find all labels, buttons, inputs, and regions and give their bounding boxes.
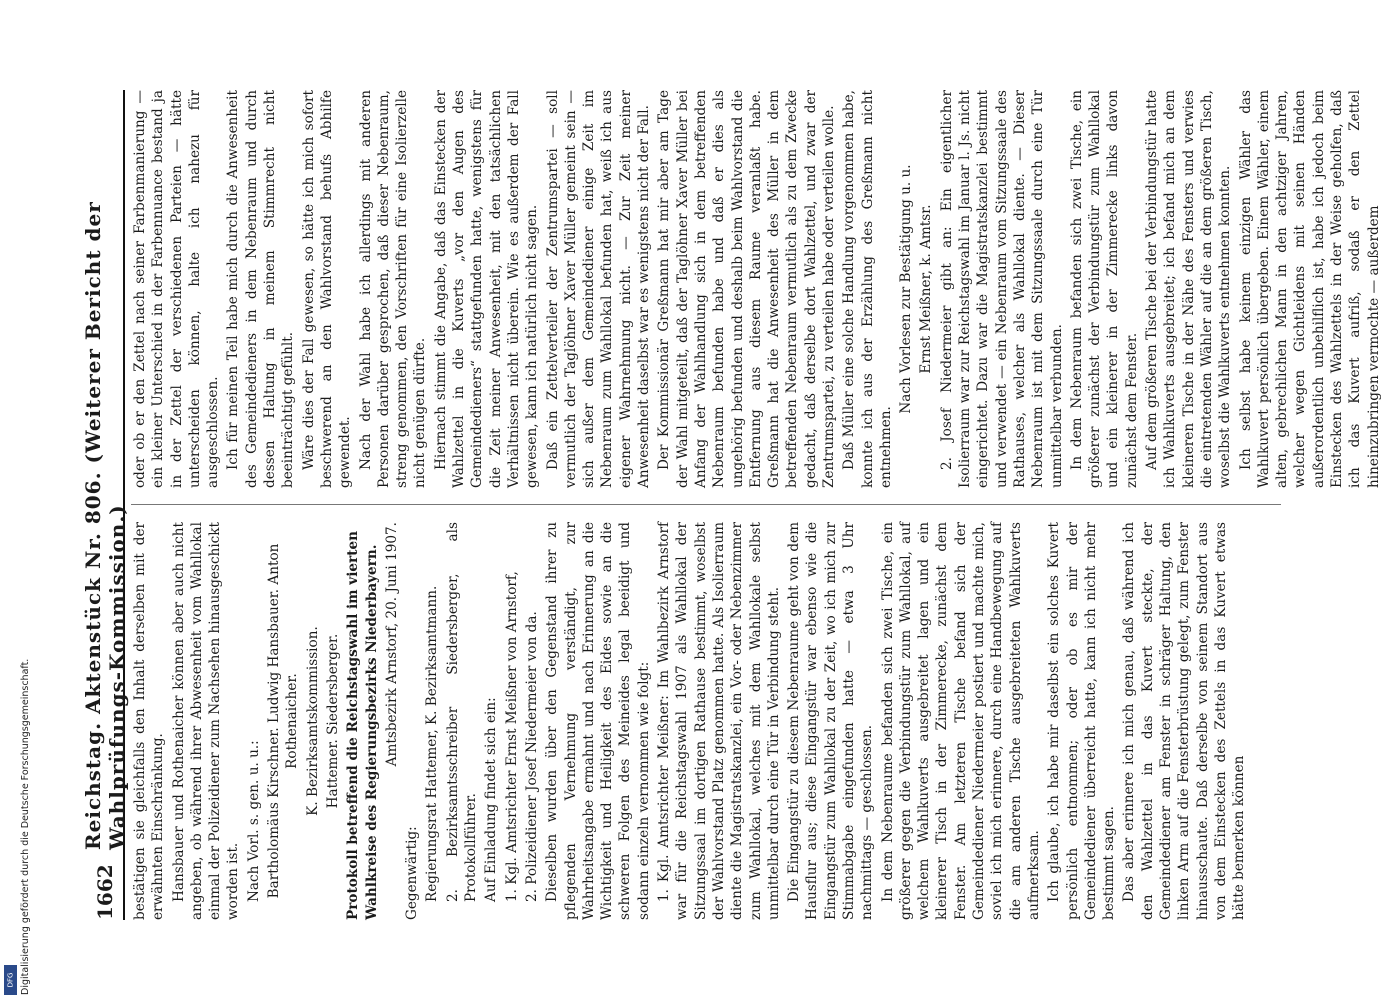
paragraph: Auf dem größeren Tische bei der Verbindungstür hatte ich Wahlkuverts ausgebreitet; ich befand mich an dem kleineren Tische in der Nähe des Fensters und verwies die eintretenden Wähler auf die an dem größeren Tisch, woselbst die Wahlkuverts entnehmen konnten. (1144, 90, 1234, 488)
page-number: 1662 (93, 864, 117, 920)
paragraph: Regierungsrat Hattemer, K. Bezirksamtmann. (424, 585, 441, 902)
paragraph: Nach Vorlesen zur Bestätigung u. u. (898, 164, 915, 414)
paragraph: Protokoll betreffend die Reichstagswahl im vierten Wahlkreise des Regierungsbezirks Niederbayern. (345, 531, 380, 920)
paragraph: Dieselben wurden über den Gegenstand ihrer zu pflegenden Vernehmung verständigt, zur Wahrheitsangabe ermahnt und nach Erinnerung an die Wichtigkeit und Heiligkeit des Eides sowie an die schweren Folgen des Meineides legal beeidigt und sodann einzeln vernommen wie folgt: (544, 522, 652, 920)
paragraph: Amtsbezirk Arnstorf, 20. Juni 1907. (383, 522, 400, 767)
paragraph: bestätigen sie gleichfalls den Inhalt derselben mit der erwähnten Einschränkung. (132, 522, 167, 920)
paragraph: Hattemer. Siedersberger. (324, 633, 341, 809)
paragraph: Die Eingangstür zu diesem Nebenraume geht von dem Hausflur aus; diese Eingangstür war ebenso wie die Eingangstür zum Wahllokal zu der Zeit, wo ich mich zur Stimmabgabe eingefunden hatte — etwa 3 Uhr nachmittags — geschlossen. (786, 522, 876, 920)
paragraph: 1. Kgl. Amtsrichter Ernst Meißner von Arnstorf, (503, 571, 520, 902)
paragraph: Ernst Meißner, k. Amtsr. (918, 204, 935, 374)
paragraph: Daß Müller eine solche Handlung vorgenommen habe, konnte ich aus der Erzählung des Greßmann nicht entnehmen. (841, 90, 894, 488)
paragraph: Auf Einladung findet sich ein: (483, 697, 500, 902)
paragraph: Nach Vorl. s. gen. u. u.: (245, 740, 262, 902)
paragraph: Ich für meinen Teil habe mich durch die Anwesenheit des Gemeindedieners in dem Nebenraum und durch dessen Haltung in meinem Stimmrecht nicht beeinträchtigt gefühlt. (225, 90, 297, 488)
dfg-logo: DFG (4, 965, 17, 995)
paragraph: Ich selbst habe keinem einzigen Wähler das Wahlkuvert persönlich übergeben. Einem Wähler, einem alten, gebrechlichen Mann in den achtziger Jahren, welcher wegen Gichtleidens mit seinen Händen außerordentlich unbehilflich ist, habe ich jedoch beim Einstecken des Wahlzettels in der Weise geholfen, daß ich das Kuvert aufriß, sodaß er den Zettel hineinzubringen vermochte — außerdem (1237, 90, 1382, 488)
paragraph: Gegenwärtig: (404, 826, 421, 920)
paragraph: Wäre dies der Fall gewesen, so hätte ich mich sofort beschwerend an den Wahlvorstand behufs Abhilfe gewendet. (300, 90, 354, 488)
paragraph: Das aber erinnere ich mich genau, daß während ich den Wahlzettel in das Kuvert steckte, der Gemeindediener am Fenster in schräger Haltung, den linken Arm auf die Fensterbrüstung gelegt, zum Fenster hinausschaute. Daß derselbe von seinem Standort aus von dem Einstecken des Zettels in das Kuvert etwas hätte bemerken können (1121, 522, 1248, 920)
page-header (81, 90, 129, 920)
paragraph: Nach der Wahl habe ich allerdings mit anderen Personen darüber gesprochen, daß dieser Nebenraum, streng genommen, den Vorschriften für eine Isolierzelle nicht genügen dürfte. (357, 90, 429, 488)
paragraph: 2. Polizeidiener Josef Niedermeier von da. (523, 611, 540, 902)
column-divider (131, 504, 1281, 505)
paragraph: Daß ein Zettelverteiler der Zentrumspartei — soll vermutlich der Taglöhner Xaver Müller gemeint sein — sich außer dem Gemeindediener einige Zeit im Nebenraum zum Wahllokal befunden hat, weiß ich aus eigener Wahrnehmung nicht. — Zur Zeit meiner Anwesenheit daselbst war es wenigstens nicht der Fall. (544, 90, 653, 488)
paragraph: oder ob er den Zettel nach seiner Farbenmanierung — ein kleiner Unterschied in der Farbennuance bestand ja in der Zettel der verschiedenen Parteien — hätte unterscheiden können, halte ich nahezu für ausgeschlossen. (132, 90, 222, 488)
paragraph: Hiernach stimmt die Angabe, daß das Einstecken der Wahlzettel in die Kuverts „vor den Augen des Gemeindedieners“ stattgefunden hatte, wenigstens für die Zeit meiner Anwesenheit, mit den tatsächlichen Verhältnissen nicht überein. Wie es außerdem der Fall gewesen, kann ich natürlich nicht sagen. (432, 90, 541, 488)
paragraph: Der Kommissionär Greßmann hat mir aber am Tage der Wahl mitgeteilt, daß der Taglöhner Xaver Müller bei Anfang der Wahlhandlung sich in dem betreffenden Nebenraum befunden habe und daß er dies als ungehörig befunden und deshalb beim Wahlvorstand die Entfernung aus diesem Raume veranlaßt habe. Greßmann hat die Anwesenheit des Müller in dem betreffenden Nebenraum vermutlich als zu dem Zwecke gedacht, daß derselbe dort Wahlzettel, und zwar der Zentrumspartei, zu verteilen habe oder verteilen wolle. (656, 90, 837, 488)
paragraph: Hansbauer und Rothenaicher können aber auch nicht angeben, ob während ihrer Abwesenheit vom Wahllokal einmal der Polizeidiener zum Nachsehen hinausgeschickt worden ist. (170, 522, 242, 920)
paragraph: 1. Kgl. Amtsrichter Meißner: Im Wahlbezirk Arnstorf war für die Reichstagswahl 1907 als Wahllokal der Sitzungssaal im dortigen Rathause bestimmt, woselbst der Wahlvorstand Platz genommen hatte. Als Isolierraum diente die Magistratskanzlei, ein Vor- oder Nebenzimmer zum Wahllokal, welches mit dem Wahllokale selbst unmittelbar durch eine Tür in Verbindung steht. (656, 522, 782, 920)
paragraph: Bartholomäus Kirschner. Ludwig Hansbauer. Anton Rothenaicher. (266, 543, 301, 899)
right-column (131, 90, 1382, 488)
paragraph: Ich glaube, ich habe mir daselbst ein solches Kuvert persönlich entnommen; oder ob es mir der Gemeindediener überreicht hatte, kann ich nicht mehr bestimmt sagen. (1046, 522, 1118, 920)
paragraph: In dem Nebenraume befanden sich zwei Tische, ein größerer gegen die Verbindungstür zum Wahllokal, auf welchem Wahlkuverts ausgebreitet lagen und ein kleinerer Tisch in der Zimmerecke, zunächst dem Fenster. Am letzteren Tische befand sich der Gemeindediener Niedermeier postiert und machte mich, soviel ich mich erinnere, durch eine Handbewegung auf die am anderen Tische ausgebreiteten Wahlkuverts aufmerksam. (879, 522, 1042, 920)
paragraph: 2. Josef Niedermeier gibt an: Ein eigentlicher Isolierraum war zur Reichstagswahl im Januar l. Js. nicht eingerichtet. Dazu war die Magistratskanzlei bestimmt und verwendet — ein Nebenraum vom Sitzungssaale des Rathauses, welcher als Wahllokal diente. — Dieser Nebenraum ist mit dem Sitzungssaale durch eine Tür unmittelbar verbunden. (938, 90, 1065, 488)
paragraph: K. Bezirksamtskommission. (304, 626, 321, 816)
rotated-page-content (81, 90, 1382, 920)
paragraph: 2. Bezirksamtsschreiber Siedersberger, als Protokollführer. (444, 522, 480, 902)
digitization-credit: Digitalisierung gefördert durch die Deutsche Forschungsgemeinschaft. (20, 658, 31, 995)
page-title: Reichstag. Aktenstück Nr. 806. (Weiterer Bericht der Wahlprüfungs-Kommission.) (81, 201, 129, 850)
paragraph: In dem Nebenraum befanden sich zwei Tische, ein größerer zunächst der Verbindungstür zum Wahllokal und ein kleinerer in der Zimmerecke links davon zunächst dem Fenster. (1068, 90, 1140, 488)
left-column (131, 522, 1301, 920)
